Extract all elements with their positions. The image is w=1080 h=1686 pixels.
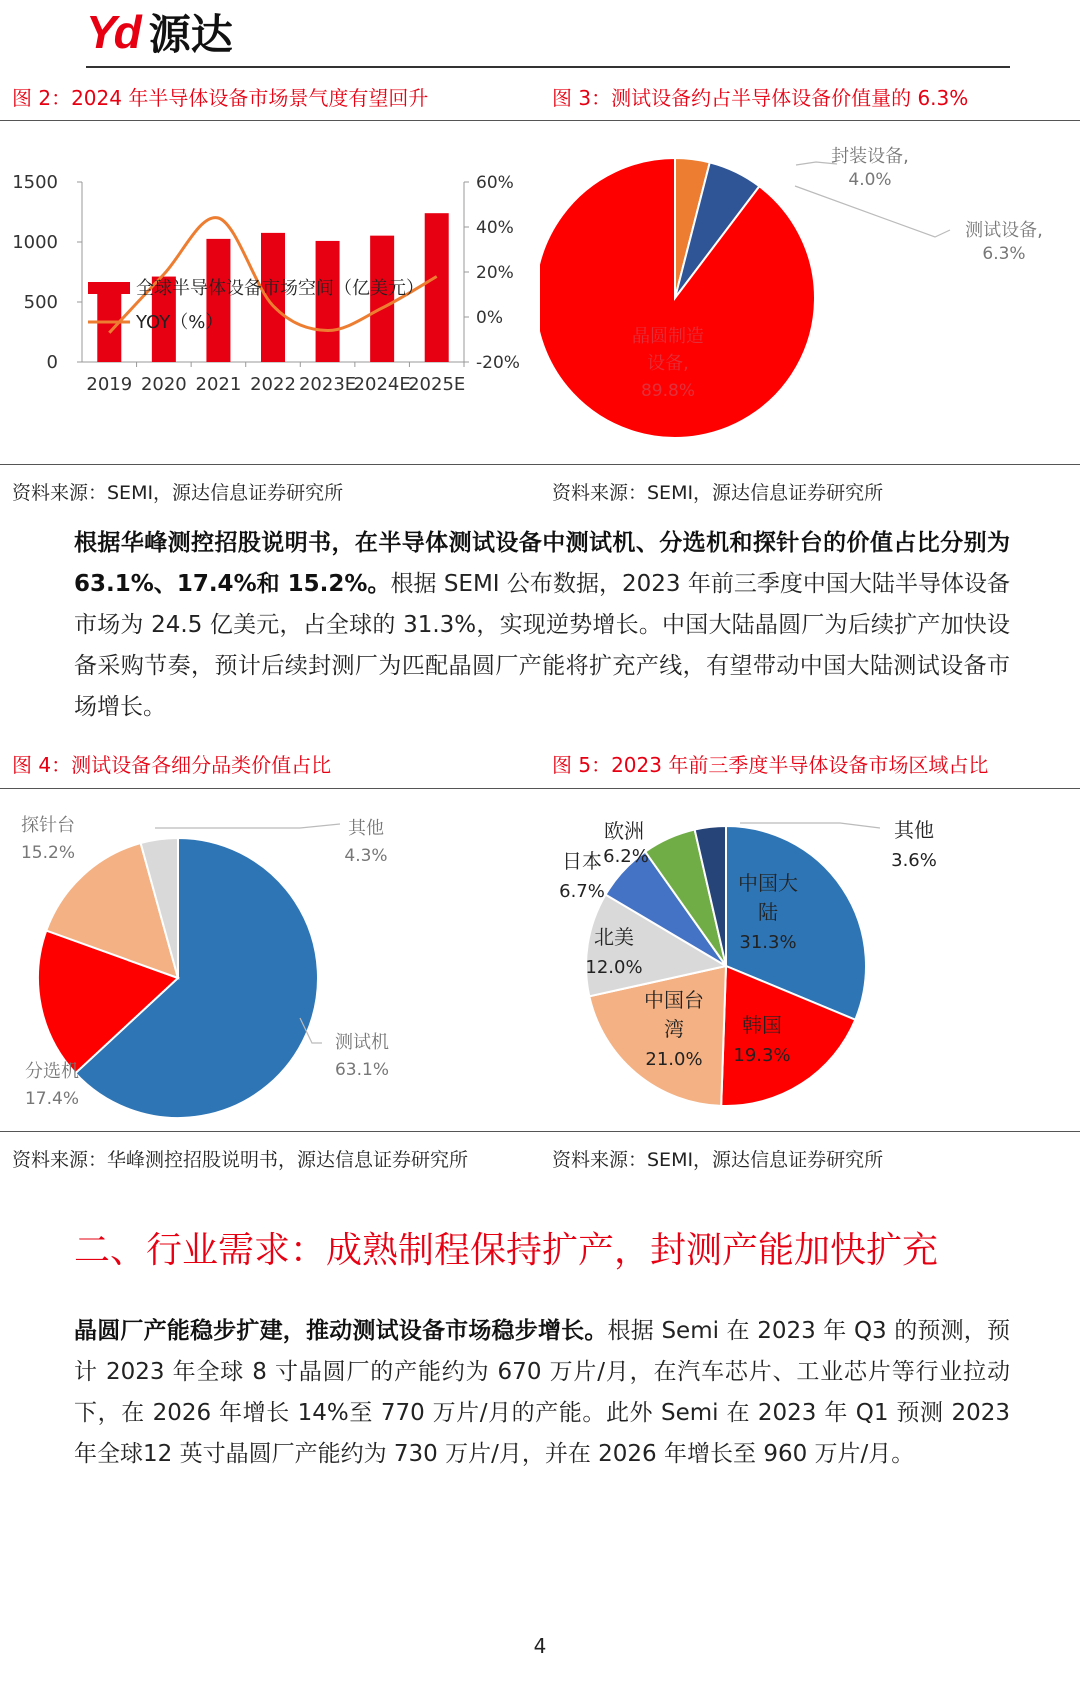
slice-pct-japan: 6.7% bbox=[559, 881, 605, 902]
slice-pct-packaging: 4.0% bbox=[848, 170, 892, 190]
slice-label-handler: 分选机 bbox=[25, 1061, 79, 1082]
figure2-bottom-rule bbox=[0, 1131, 1080, 1132]
slice-label-taiwan-line1: 中国台 bbox=[644, 988, 704, 1012]
x-tick-label-2025E: 2025E bbox=[408, 374, 466, 395]
slice-label-packaging: 封装设备, bbox=[831, 146, 909, 167]
body-paragraph-2 bbox=[74, 1311, 1010, 1475]
logo-latin: Yd bbox=[86, 6, 139, 58]
logo bbox=[86, 6, 233, 58]
slice-label-prober: 探针台 bbox=[21, 815, 75, 836]
fig5-source: 资料来源：SEMI，源达信息证券研究所 bbox=[552, 1149, 884, 1171]
paragraph-2-lead: 晶圆厂产能稳步扩建，推动测试设备市场稳步增长。 bbox=[74, 1318, 608, 1344]
slice-pct-wafer: 89.8% bbox=[640, 381, 696, 401]
left-axis-tick-label: 0 bbox=[46, 352, 58, 373]
fig3-title: 图 3：测试设备约占半导体设备价值量的 6.3% bbox=[552, 86, 969, 110]
slice-label-other: 其他 bbox=[348, 818, 384, 839]
slice-pct-testing: 6.3% bbox=[982, 244, 1026, 264]
fig2-chart bbox=[0, 120, 540, 465]
right-axis-tick-label: 40% bbox=[476, 218, 514, 238]
fig3-source: 资料来源：SEMI，源达信息证券研究所 bbox=[552, 482, 884, 504]
slice-label-japan: 日本 bbox=[562, 849, 602, 873]
leader-line-testing bbox=[795, 186, 950, 237]
legend-label-bar: 全球半导体设备市场空间（亿美元） bbox=[136, 278, 424, 299]
slice-pct-handler: 17.4% bbox=[24, 1089, 80, 1109]
bar-2021 bbox=[206, 239, 230, 362]
slice-label-mainland-line2: 陆 bbox=[758, 900, 778, 924]
slice-pct-europe: 6.2% bbox=[603, 846, 649, 867]
slice-pct-taiwan: 21.0% bbox=[645, 1049, 703, 1070]
header-rule bbox=[86, 66, 1010, 68]
x-tick-label-2022: 2022 bbox=[250, 374, 296, 395]
fig3-chart bbox=[540, 120, 1080, 465]
legend-swatch-bar bbox=[88, 282, 130, 294]
fig2-title: 图 2：2024 年半导体设备市场景气度有望回升 bbox=[12, 86, 429, 110]
slice-label-region-other: 其他 bbox=[894, 818, 934, 842]
slice-pct-prober: 15.2% bbox=[20, 843, 76, 863]
fig4-slices bbox=[38, 838, 318, 1118]
fig5-title: 图 5：2023 年前三季度半导体设备市场区域占比 bbox=[552, 753, 989, 777]
section-heading: 二、行业需求：成熟制程保持扩产，封测产能加快扩充 bbox=[74, 1230, 939, 1271]
bar-2025E bbox=[425, 213, 449, 362]
left-axis-tick-label: 500 bbox=[23, 292, 58, 313]
slice-pct-region-other: 3.6% bbox=[891, 850, 937, 871]
figure-bottom-rule bbox=[0, 464, 1080, 465]
x-tick-label-2021: 2021 bbox=[195, 374, 242, 395]
slice-pct-other: 4.3% bbox=[344, 846, 388, 866]
paragraph-2-text: 根据 Semi 在 2023 年 Q3 的预测，预计 2023 年全球 8 寸晶圆厂的产能约为 670 万片/月，在汽车芯片、工业芯片等行业拉动下，在 2026 年增长 14%至 770 万片/月的产能。此外 Semi 在 2023 年 Q1 预测 2023 年全球12 英寸晶圆厂产能约为 730 万片/月，并在 2026 年增长至 960 万片/月。 bbox=[74, 1318, 1010, 1467]
x-tick-label-2020: 2020 bbox=[140, 374, 187, 395]
slice-label-wafer-line2: 设备, bbox=[647, 353, 689, 374]
x-tick-label-2024E: 2024E bbox=[353, 374, 411, 395]
paragraph-1-lead: 根据华峰测控招股说明书，在半导体测试设备中测试机、分选机和探针台的价值占比分别为63.1%、17.4%和 15.2%。 bbox=[74, 530, 1010, 597]
slice-pct-mainland: 31.3% bbox=[739, 932, 797, 953]
slice-label-wafer-line1: 晶圆制造 bbox=[632, 326, 704, 347]
legend-label-line: YOY（%） bbox=[136, 312, 224, 333]
slice-label-taiwan-line2: 湾 bbox=[664, 1017, 684, 1041]
paragraph-1-text: 根据 SEMI 公布数据，2023 年前三季度中国大陆半导体设备市场为 24.5 亿美元，占全球的 31.3%，实现逆势增长。中国大陆晶圆厂为后续扩产加快设备采购节奏，预计后续封测厂为匹配晶圆厂产能将扩充产线，有望带动中国大陆测试设备市场增长。 bbox=[74, 571, 1010, 720]
fig4-title: 图 4：测试设备各细分品类价值占比 bbox=[12, 753, 332, 777]
slice-label-tester: 测试机 bbox=[335, 1032, 389, 1053]
slice-label-mainland-line1: 中国大 bbox=[738, 871, 798, 895]
fig4-chart bbox=[0, 788, 540, 1131]
fig4-source: 资料来源：华峰测控招股说明书，源达信息证券研究所 bbox=[12, 1149, 469, 1171]
left-axis-tick-label: 1000 bbox=[12, 232, 58, 253]
slice-label-testing: 测试设备, bbox=[965, 220, 1043, 241]
slice-label-europe: 欧洲 bbox=[604, 819, 644, 843]
slice-pct-korea: 19.3% bbox=[733, 1045, 791, 1066]
slice-pct-north-america: 12.0% bbox=[585, 957, 643, 978]
slice-pct-tester: 63.1% bbox=[334, 1060, 390, 1080]
fig5-chart bbox=[540, 788, 1080, 1131]
fig2-source: 资料来源：SEMI，源达信息证券研究所 bbox=[12, 482, 344, 504]
right-axis-tick-label: 20% bbox=[476, 263, 514, 283]
bar-2019 bbox=[97, 290, 121, 362]
x-tick-label-2023E: 2023E bbox=[298, 374, 357, 395]
leader-line-region-other bbox=[740, 823, 880, 828]
body-paragraph-1 bbox=[74, 523, 1010, 728]
left-axis-tick-label: 1500 bbox=[12, 172, 58, 193]
slice-label-north-america: 北美 bbox=[594, 925, 634, 949]
page-number: 4 bbox=[533, 1634, 547, 1658]
logo-chinese: 源达 bbox=[148, 10, 233, 59]
right-axis-tick-label: -20% bbox=[476, 353, 520, 373]
right-axis-tick-label: 0% bbox=[476, 308, 503, 328]
bar-2023E bbox=[316, 241, 340, 362]
leader-line-other bbox=[155, 824, 340, 828]
slice-label-korea: 韩国 bbox=[742, 1013, 782, 1037]
x-tick-label-2019: 2019 bbox=[86, 374, 133, 395]
right-axis-tick-label: 60% bbox=[476, 173, 514, 193]
